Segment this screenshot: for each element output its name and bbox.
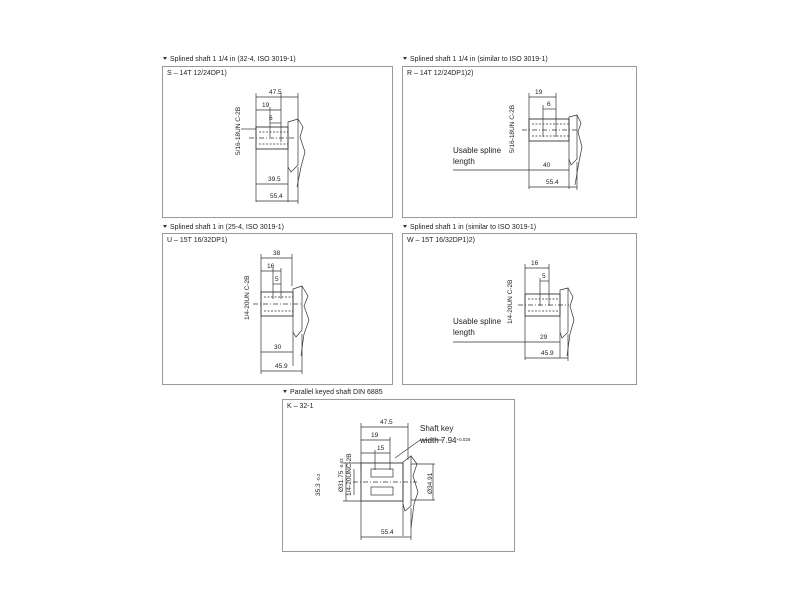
bullet-icon xyxy=(163,57,167,60)
bullet-icon xyxy=(403,57,407,60)
thread-label: 1/4-20UN C-2B xyxy=(244,275,251,320)
thread-label: 1/4-20UN C-2B xyxy=(507,279,514,324)
dim-label: 6 xyxy=(269,115,273,122)
key-width-value: width 7.94 xyxy=(420,436,457,445)
drawing-panel-r xyxy=(402,66,637,218)
dim-label: 47.5 xyxy=(269,89,282,96)
panel-title xyxy=(163,56,296,63)
usable-spline-label: Usable spline xyxy=(453,317,502,326)
shaft-key-label: Shaft key xyxy=(420,424,454,433)
shaft-key-width-label xyxy=(419,436,471,445)
dim-label: 30 xyxy=(274,344,282,351)
shaft-code: K – 32-1 xyxy=(287,403,314,410)
key-width-tolerance: +0.025 xyxy=(456,437,471,442)
shaft-drawing xyxy=(283,400,516,553)
bullet-icon xyxy=(163,225,167,228)
dim-label: 29 xyxy=(540,334,548,341)
panel-title xyxy=(283,389,383,396)
drawing-panel-u xyxy=(162,233,393,385)
panel-title xyxy=(403,56,548,63)
shaft-code: S – 14T 12/24DP1) xyxy=(167,70,227,77)
shaft-drawing xyxy=(403,234,638,386)
flange-dia-label: Ø34.91 xyxy=(427,472,434,494)
dim-label: 6 xyxy=(547,101,551,108)
dim-label: 19 xyxy=(371,432,379,439)
dim-label: 55.4 xyxy=(381,529,394,536)
dia-tolerance: -0.03 xyxy=(339,458,344,469)
shaft-drawing xyxy=(163,67,394,219)
shaft-code: R – 14T 12/24DP1)2) xyxy=(407,70,474,77)
dim-label: 38 xyxy=(273,250,281,257)
bullet-icon xyxy=(403,225,407,228)
dim-label: 16 xyxy=(531,260,539,267)
dim-label: 39.5 xyxy=(268,176,281,183)
dim-label: 15 xyxy=(377,445,385,452)
height-value: 35.3 xyxy=(315,483,322,496)
usable-spline-label-2: length xyxy=(453,328,475,337)
dim-label: 45.9 xyxy=(541,350,554,357)
panel-title-text: Splined shaft 1 in (similar to ISO 3019-1) xyxy=(410,224,537,231)
dim-label: 45.9 xyxy=(275,363,288,370)
dia-label xyxy=(338,458,345,492)
panel-title xyxy=(163,224,284,231)
drawing-panel-w xyxy=(402,233,637,385)
height-tolerance: -0.2 xyxy=(316,473,321,482)
thread-label: 5/16-18UN C-2B xyxy=(509,104,516,153)
panel-title-text: Splined shaft 1 1/4 in (32-4, ISO 3019-1) xyxy=(170,56,296,63)
dim-label: 16 xyxy=(267,263,275,270)
panel-title-text: Parallel keyed shaft DIN 6885 xyxy=(290,389,383,396)
dim-label: 55.4 xyxy=(270,193,283,200)
dim-label: 5 xyxy=(542,273,546,280)
bullet-icon xyxy=(283,390,287,393)
dim-label: 40 xyxy=(543,162,551,169)
dim-label: 19 xyxy=(535,89,543,96)
shaft-drawing xyxy=(403,67,638,219)
shaft-code: U – 15T 16/32DP1) xyxy=(167,237,228,244)
dim-label: 5 xyxy=(275,276,279,283)
height-label xyxy=(315,473,322,496)
drawing-panel-s xyxy=(162,66,393,218)
usable-spline-label: Usable spline xyxy=(453,146,502,155)
drawing-panel-k xyxy=(282,399,515,552)
thread-label: 5/16-18UN C-2B xyxy=(235,106,242,155)
dim-label: 47.5 xyxy=(380,419,393,426)
panel-title-text: Splined shaft 1 in (25-4, ISO 3019-1) xyxy=(170,224,285,231)
shaft-drawing xyxy=(163,234,394,386)
dim-label: 19 xyxy=(262,102,270,109)
usable-spline-label-2: length xyxy=(453,157,475,166)
thread-label: 1/4-20UNC-2B xyxy=(346,453,353,496)
shaft-code: W – 15T 16/32DP1)2) xyxy=(407,237,475,244)
dim-label: 55.4 xyxy=(546,179,559,186)
panel-title-text: Splined shaft 1 1/4 in (similar to ISO 3019-1) xyxy=(410,56,548,63)
panel-title xyxy=(403,224,536,231)
dia-value: Ø31.75 xyxy=(338,470,345,492)
